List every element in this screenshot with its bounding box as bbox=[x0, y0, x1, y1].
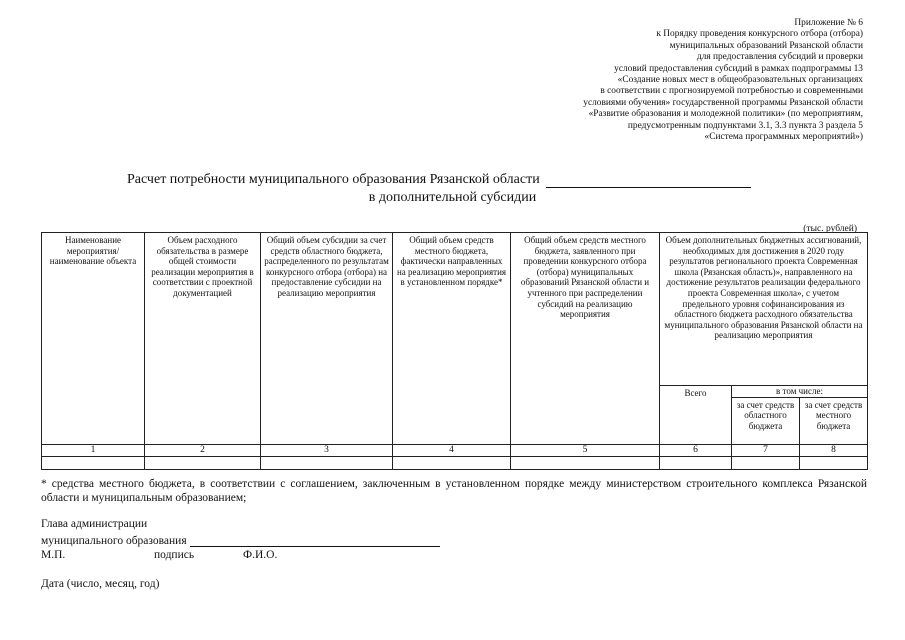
empty-cell bbox=[511, 456, 660, 469]
fio-label: Ф.И.О. bbox=[243, 549, 278, 561]
empty-cell bbox=[145, 456, 261, 469]
units-label: (тыс. рублей) bbox=[803, 224, 857, 234]
appendix-line: условий предоставления субсидий в рамках подпрограммы 13 bbox=[614, 63, 863, 74]
header-row-1 bbox=[42, 233, 868, 386]
appendix-line: для предоставления субсидий и проверки bbox=[696, 52, 863, 63]
document-title bbox=[127, 172, 751, 188]
appendix-line: муниципальных образований Рязанской области bbox=[669, 40, 863, 51]
calculation-table bbox=[41, 232, 868, 470]
column-number: 1 bbox=[42, 444, 145, 456]
appendix-line: предусмотренным подпунктами 3.1, 3.3 пункта 3 раздела 5 bbox=[627, 120, 863, 131]
column-number: 3 bbox=[261, 444, 393, 456]
stamp-label: М.П. bbox=[41, 549, 66, 561]
appendix-line: к Порядку проведения конкурсного отбора (отбора) bbox=[656, 29, 863, 40]
column-number: 4 bbox=[393, 444, 511, 456]
empty-cell bbox=[261, 456, 393, 469]
column-number: 2 bbox=[145, 444, 261, 456]
column-number: 7 bbox=[732, 444, 800, 456]
header-col4: Общий объем средств местного бюджета, фактически направленных на реализацию мероприятия в установленном порядке* bbox=[393, 233, 511, 445]
appendix-header bbox=[483, 18, 863, 143]
empty-cell bbox=[800, 456, 868, 469]
appendix-line: Приложение № 6 bbox=[794, 18, 863, 28]
empty-data-row bbox=[42, 456, 868, 469]
signature-head2-label: муниципального образования bbox=[41, 535, 187, 547]
header-total: Всего bbox=[660, 386, 732, 445]
appendix-line: условиями обучения» государственной программы Рязанской области bbox=[583, 97, 863, 108]
municipality-blank-line bbox=[546, 173, 751, 188]
column-number-row bbox=[42, 444, 868, 456]
column-number: 6 bbox=[660, 444, 732, 456]
header-regional: за счет средств областного бюджета bbox=[732, 397, 800, 444]
column-number: 8 bbox=[800, 444, 868, 456]
header-col6-group: Объем дополнительных бюджетных ассигнований, необходимых для достижения в 2020 году результатов регионального проекта Современная школа (Рязанская область)», направленного на достижение результатов реализации федерального проекта Современная школа», с учетом предельного уровня софинансирования из областного бюджета расходного обязательства муниципального образования Рязанской области на реализацию мероприятия bbox=[660, 233, 868, 386]
appendix-line: «Система программных мероприятий») bbox=[704, 132, 863, 143]
appendix-line: «Развитие образования и молодежной политики» (по мероприятиям, bbox=[588, 109, 863, 120]
header-col2: Объем расходного обязательства в размере общей стоимости реализации мероприятия в соответствии с проектной документацией bbox=[145, 233, 261, 445]
empty-cell bbox=[393, 456, 511, 469]
title-line1: Расчет потребности муниципального образования Рязанской области bbox=[127, 172, 540, 187]
header-col1: Наименование мероприятия/ наименование объекта bbox=[42, 233, 145, 445]
signature-head-line1: Глава администрации bbox=[41, 518, 148, 530]
date-label: Дата (число, месяц, год) bbox=[41, 578, 160, 590]
appendix-line: в соответствии с прогнозируемой потребностью и современными bbox=[600, 86, 863, 97]
header-including: в том числе: bbox=[732, 386, 868, 398]
appendix-line: «Создание новых мест в общеобразовательных организациях bbox=[617, 75, 863, 86]
signature-label: подпись bbox=[154, 549, 195, 561]
header-col5: Общий объем средств местного бюджета, заявленного при проведении конкурсного отбора (отбора) муниципальных образований Рязанской области и учтенного при распределении субсидий на реализацию мероприятия bbox=[511, 233, 660, 445]
column-number: 5 bbox=[511, 444, 660, 456]
empty-cell bbox=[732, 456, 800, 469]
empty-cell bbox=[42, 456, 145, 469]
signature-head-line2 bbox=[41, 534, 440, 547]
signature-blank-line bbox=[190, 534, 440, 547]
footnote: * средства местного бюджета, в соответствии с соглашением, заключенным в установленном порядке между министерством строительного комплекса Рязанской области и муниципальным образованием; bbox=[41, 478, 867, 504]
document-subtitle bbox=[0, 190, 905, 206]
empty-cell bbox=[660, 456, 732, 469]
title-line2: в дополнительной субсидии bbox=[368, 190, 537, 205]
header-local: за счет средств местного бюджета bbox=[800, 397, 868, 444]
header-col3: Общий объем субсидии за счет средств областного бюджета, распределенного по результатам конкурсного отбора (отбора) на предоставление субсидии на реализацию мероприятия bbox=[261, 233, 393, 445]
